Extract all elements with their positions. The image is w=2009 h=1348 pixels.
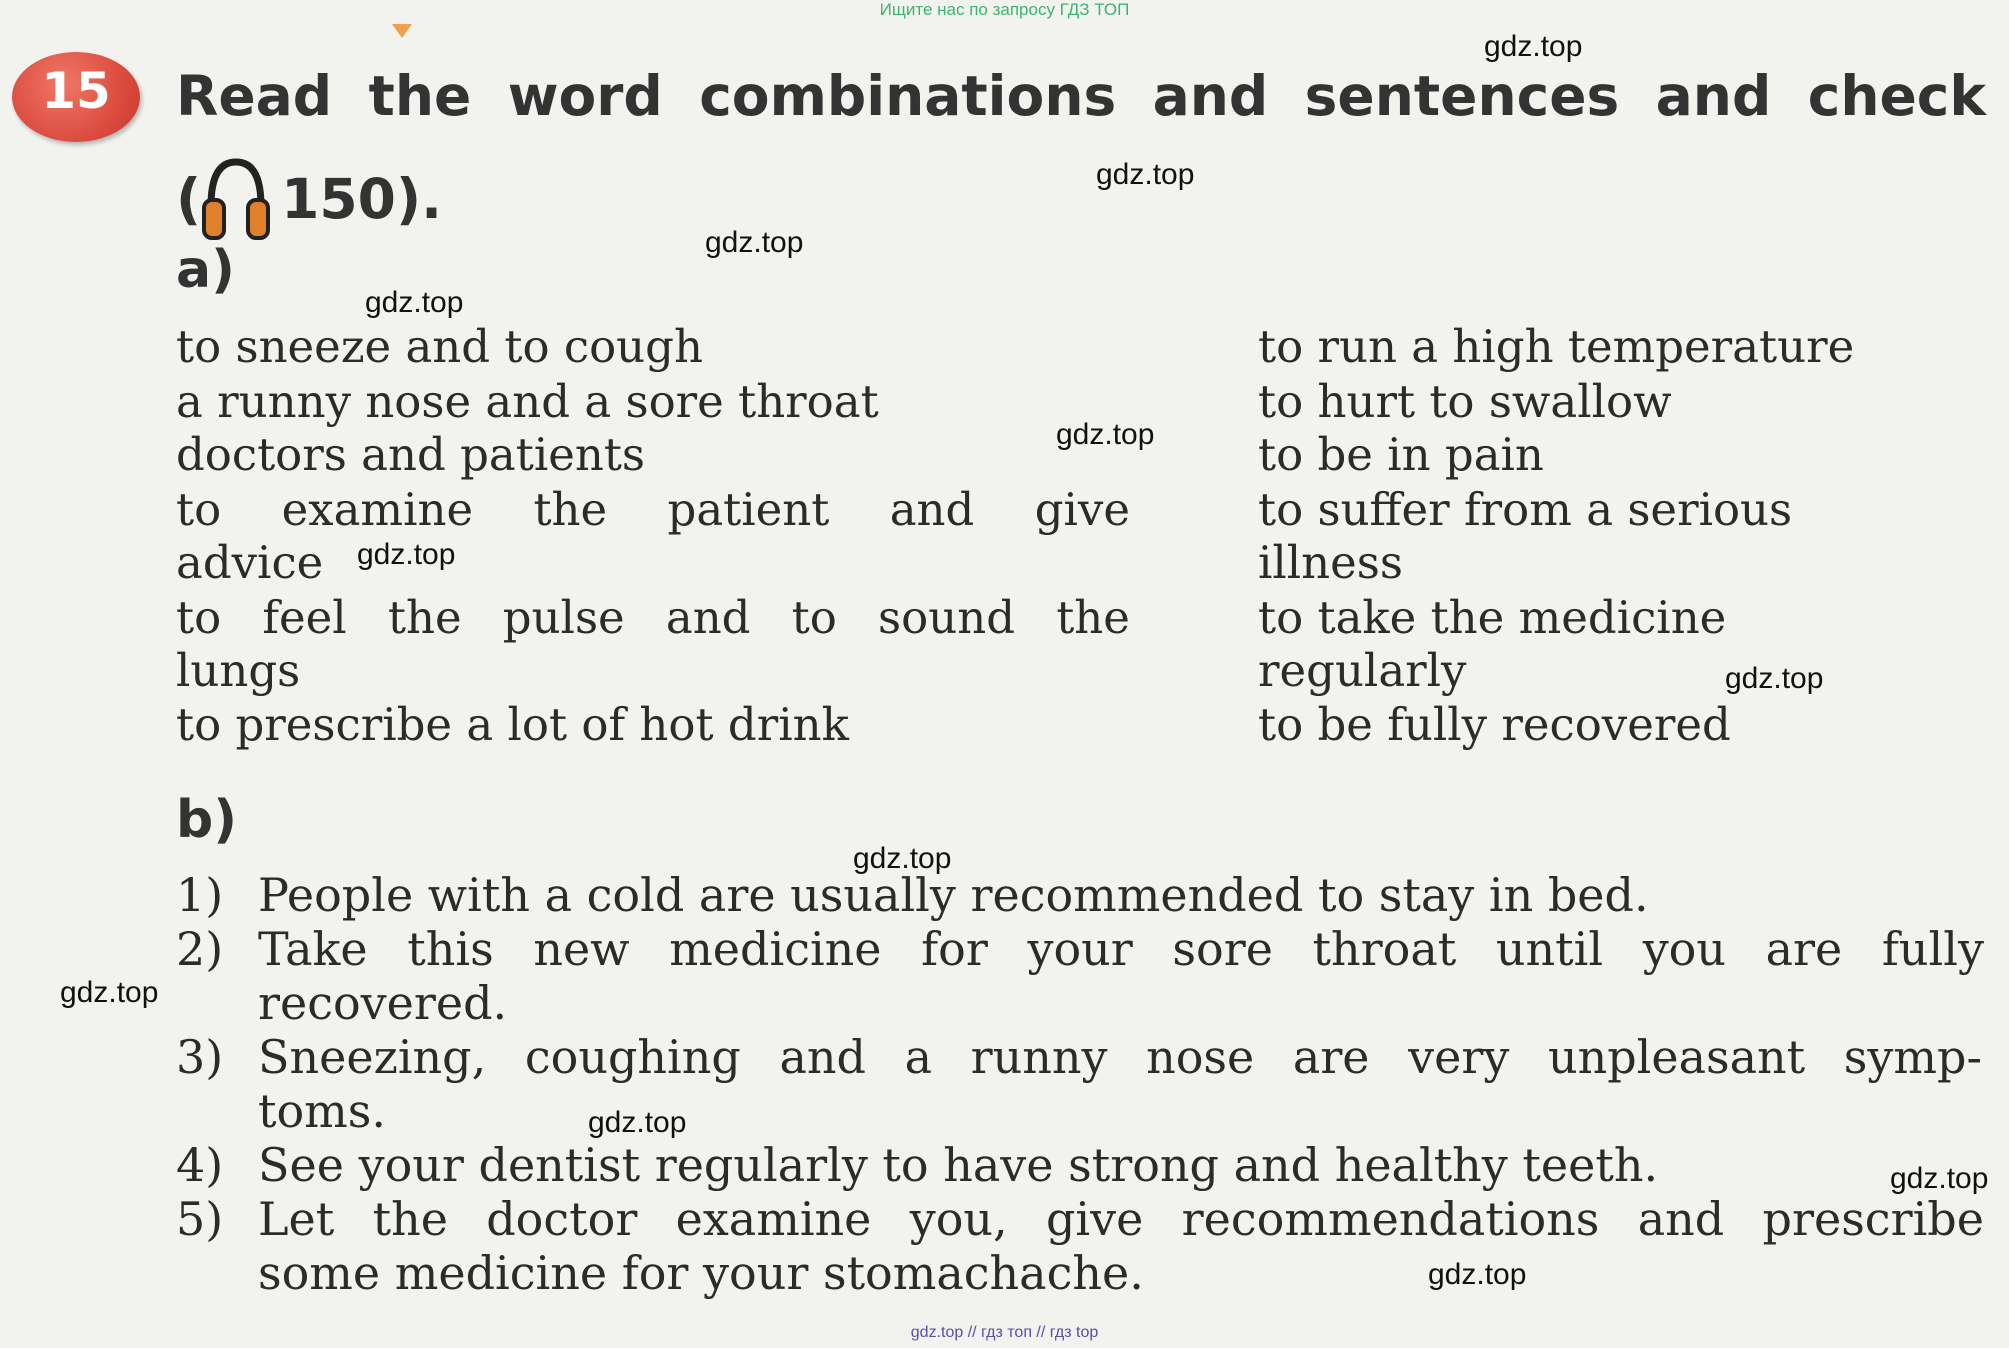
title-word: sentences [1304, 64, 1620, 128]
word: coughing [524, 1030, 741, 1084]
title-word: and [1152, 64, 1269, 128]
phrase-left [176, 483, 1130, 536]
watermark: gdz.top [1890, 1162, 1989, 1195]
word: the [1056, 591, 1130, 644]
sentence-text [258, 922, 1984, 976]
phrase-right: to suffer from a serious [1258, 483, 1793, 536]
phrase-right: to take the medicine [1258, 591, 1727, 644]
word: and [779, 1030, 866, 1084]
word: medicine [669, 922, 882, 976]
word: to [176, 483, 222, 536]
sentence-text: People with a cold are usually recommended to stay in bed. [258, 868, 1649, 922]
sentence-number: 4) [176, 1138, 224, 1192]
phrase-right-continued: illness [1258, 536, 1403, 589]
phrase-left [176, 591, 1130, 644]
title-word: and [1655, 64, 1772, 128]
title-word: combinations [699, 64, 1117, 128]
word: Sneezing, [258, 1030, 487, 1084]
word: to [176, 591, 222, 644]
sentence-text: See your dentist regularly to have strong and healthy teeth. [258, 1138, 1659, 1192]
sentence-text [258, 1030, 1982, 1084]
word: sore [1172, 922, 1273, 976]
exercise-number: 15 [41, 62, 111, 120]
word: recommendations [1181, 1192, 1600, 1246]
exercise-number-badge [12, 52, 140, 142]
watermark: gdz.top [1056, 418, 1155, 451]
sentence-number: 3) [176, 1030, 224, 1084]
sentence-text [258, 1192, 1984, 1246]
word: you, [909, 1192, 1008, 1246]
sentence-text-continued: some medicine for your stomachache. [258, 1246, 1144, 1300]
watermark: gdz.top [853, 842, 952, 875]
word: give [1034, 483, 1130, 536]
word: symp- [1843, 1030, 1982, 1084]
word: Take [258, 922, 368, 976]
word: the [387, 591, 462, 644]
word: until [1495, 922, 1604, 976]
title-word: check [1807, 64, 1986, 128]
word: new [533, 922, 630, 976]
word: are [1765, 922, 1843, 976]
footer-links[interactable]: gdz.top // гдз топ // гдз top [910, 1324, 1099, 1341]
word: patient [667, 483, 830, 536]
word: the [533, 483, 608, 536]
title-word: word [507, 64, 663, 128]
word: and [665, 591, 751, 644]
phrase-left: to prescribe a lot of hot drink [176, 698, 849, 751]
watermark: gdz.top [588, 1106, 687, 1139]
phrase-right: to be fully recovered [1258, 698, 1731, 751]
headphones-icon[interactable] [201, 156, 271, 242]
word: examine [281, 483, 474, 536]
word: nose [1146, 1030, 1255, 1084]
watermark: gdz.top [1428, 1258, 1527, 1291]
phrase-left-continued: advice [176, 536, 324, 589]
word: Let [258, 1192, 335, 1246]
sentence-number: 2) [176, 922, 224, 976]
watermark: gdz.top [1484, 30, 1583, 63]
word: and [889, 483, 975, 536]
audio-track-ref: 150). [281, 167, 442, 231]
phrase-left: a runny nose and a sore throat [176, 375, 879, 428]
word: the [372, 1192, 448, 1246]
word: to [791, 591, 837, 644]
sentence-number: 1) [176, 868, 224, 922]
word: you [1642, 922, 1726, 976]
word: throat [1312, 922, 1457, 976]
watermark: gdz.top [1725, 662, 1824, 695]
watermark: gdz.top [365, 286, 464, 319]
word: your [1027, 922, 1133, 976]
sentence-5 [0, 1192, 2009, 1302]
word: for [921, 922, 988, 976]
orange-marker-icon [392, 24, 412, 38]
word: fully [1881, 922, 1984, 976]
part-a-label: a) [176, 240, 235, 300]
sentence-text-continued: recovered. [258, 976, 508, 1030]
word: and [1637, 1192, 1725, 1246]
part-b-label: b) [176, 790, 237, 850]
title-paren-open: ( [176, 167, 202, 231]
word: prescribe [1762, 1192, 1984, 1246]
word: sound [878, 591, 1016, 644]
phrase-right: to run a high temperature [1258, 320, 1855, 373]
watermark: gdz.top [1096, 158, 1195, 191]
word: give [1045, 1192, 1144, 1246]
word: very [1408, 1030, 1510, 1084]
word: this [407, 922, 494, 976]
word: pulse [502, 591, 625, 644]
word: feel [262, 591, 347, 644]
phrase-left: to sneeze and to cough [176, 320, 703, 373]
top-banner[interactable]: Ищите нас по запросу ГДЗ ТОП [879, 0, 1130, 19]
watermark: gdz.top [705, 226, 804, 259]
sentence-text-continued: toms. [258, 1084, 387, 1138]
word: are [1292, 1030, 1370, 1084]
sentence-2 [0, 922, 2009, 1032]
word: runny [970, 1030, 1108, 1084]
phrase-left: doctors and patients [176, 428, 646, 481]
exercise-title-line-1 [176, 64, 1986, 128]
word: unpleasant [1547, 1030, 1806, 1084]
phrase-right: to be in pain [1258, 428, 1544, 481]
sentence-number: 5) [176, 1192, 224, 1246]
phrase-right-continued: regularly [1258, 644, 1467, 697]
phrase-right: to hurt to swallow [1258, 375, 1672, 428]
watermark: gdz.top [60, 976, 159, 1009]
sentence-3 [0, 1030, 2009, 1140]
exercise-title-line-2 [176, 156, 442, 242]
word: examine [675, 1192, 872, 1246]
phrase-left-continued: lungs [176, 644, 301, 697]
word: doctor [486, 1192, 638, 1246]
word: a [904, 1030, 932, 1084]
watermark: gdz.top [357, 538, 456, 571]
sentence-1 [0, 868, 2009, 928]
sentence-4 [0, 1138, 2009, 1198]
title-word: the [368, 64, 472, 128]
title-word: Read [176, 64, 333, 128]
